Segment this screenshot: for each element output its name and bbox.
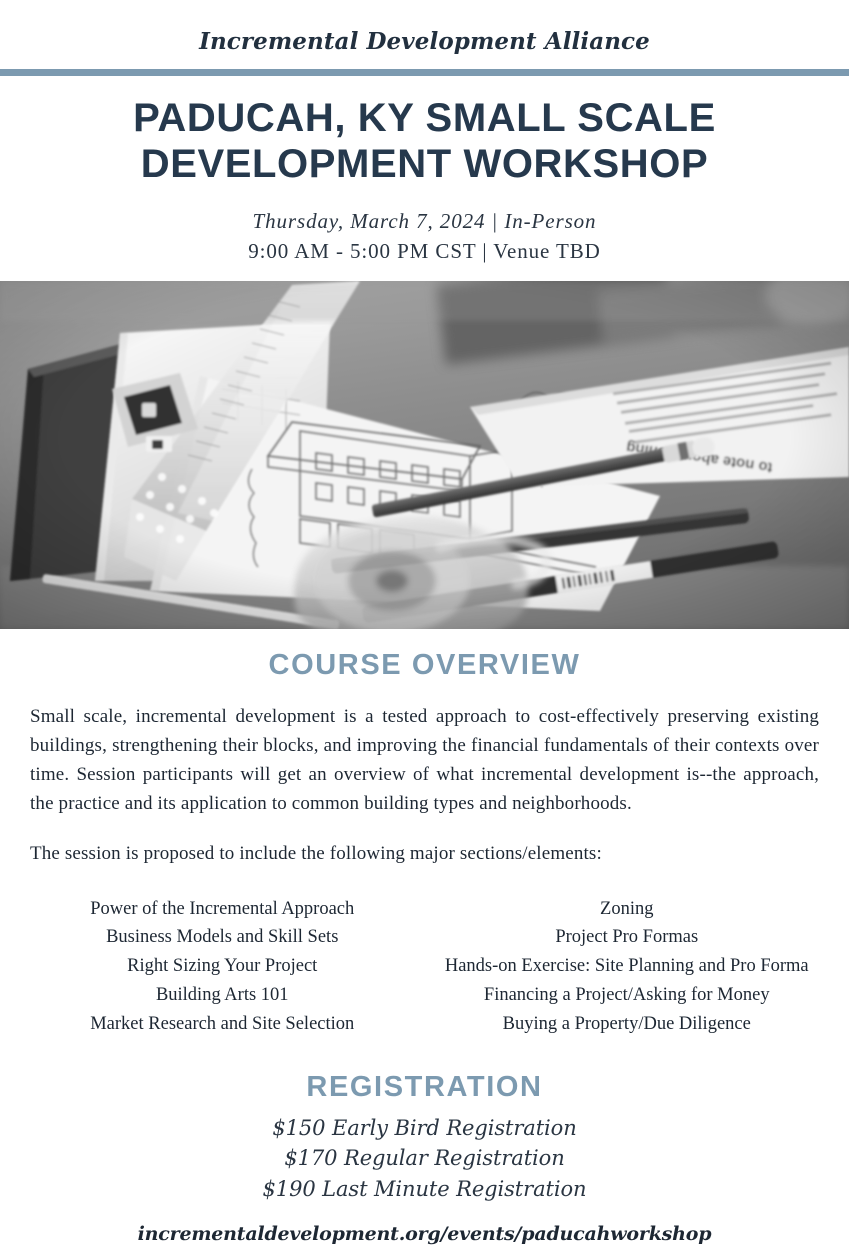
topic-item: Project Pro Formas — [555, 927, 699, 948]
masthead — [0, 0, 849, 69]
course-overview-paragraph: Small scale, incremental development is a tested approach to cost-effectively preserving existing buildings, strengthening their blocks, and improving the financial fundamentals of their contexts over time. Session participants will get an overview of what incremental development is--the approach, the practice and its application to common building types and neighborhoods. — [30, 705, 819, 814]
price-item-regular: $170 Regular Registration — [284, 1146, 565, 1171]
registration-url[interactable]: incrementaldevelopment.org/events/paducahworkshop — [137, 1223, 712, 1245]
topic-item: Power of the Incremental Approach — [90, 898, 355, 919]
event-date-format: Thursday, March 7, 2024 | In-Person — [252, 209, 597, 234]
topic-column-left — [20, 895, 425, 1039]
price-item-last-minute: $190 Last Minute Registration — [262, 1176, 587, 1201]
desk-workspace-photo — [0, 281, 849, 629]
course-overview-heading: COURSE OVERVIEW — [268, 648, 581, 681]
topic-item: Hands-on Exercise: Site Planning and Pro Forma — [444, 956, 809, 977]
topic-item: Right Sizing Your Project — [127, 956, 318, 977]
topic-item: Buying a Property/Due Diligence — [502, 1014, 751, 1034]
registration-heading: REGISTRATION — [306, 1070, 543, 1103]
price-list — [0, 1113, 849, 1204]
topic-item: Zoning — [600, 898, 654, 919]
registration-section — [0, 1071, 849, 1245]
sections-lead-in: The session is proposed to include the following major sections/elements: — [30, 843, 602, 865]
accent-divider-rule — [0, 69, 849, 76]
organization-name: Incremental Development Alliance — [199, 28, 650, 55]
price-item-early-bird: $150 Early Bird Registration — [272, 1115, 577, 1140]
event-meta — [40, 207, 809, 267]
topic-column-right — [425, 895, 830, 1039]
course-overview-section — [0, 629, 849, 869]
event-time-venue: 9:00 AM - 5:00 PM CST | Venue TBD — [248, 239, 601, 263]
page-title — [40, 96, 809, 187]
topic-item: Business Models and Skill Sets — [106, 927, 339, 948]
topic-item: Building Arts 101 — [155, 985, 289, 1006]
topic-item: Financing a Project/Asking for Money — [483, 985, 770, 1006]
hero-photo — [0, 281, 849, 629]
title-block — [0, 76, 849, 267]
topic-item: Market Research and Site Selection — [90, 1014, 355, 1034]
event-title-line-1: PADUCAH, KY SMALL SCALE — [133, 96, 716, 140]
event-title-line-2: DEVELOPMENT WORKSHOP — [140, 141, 709, 186]
topic-columns — [0, 895, 849, 1039]
